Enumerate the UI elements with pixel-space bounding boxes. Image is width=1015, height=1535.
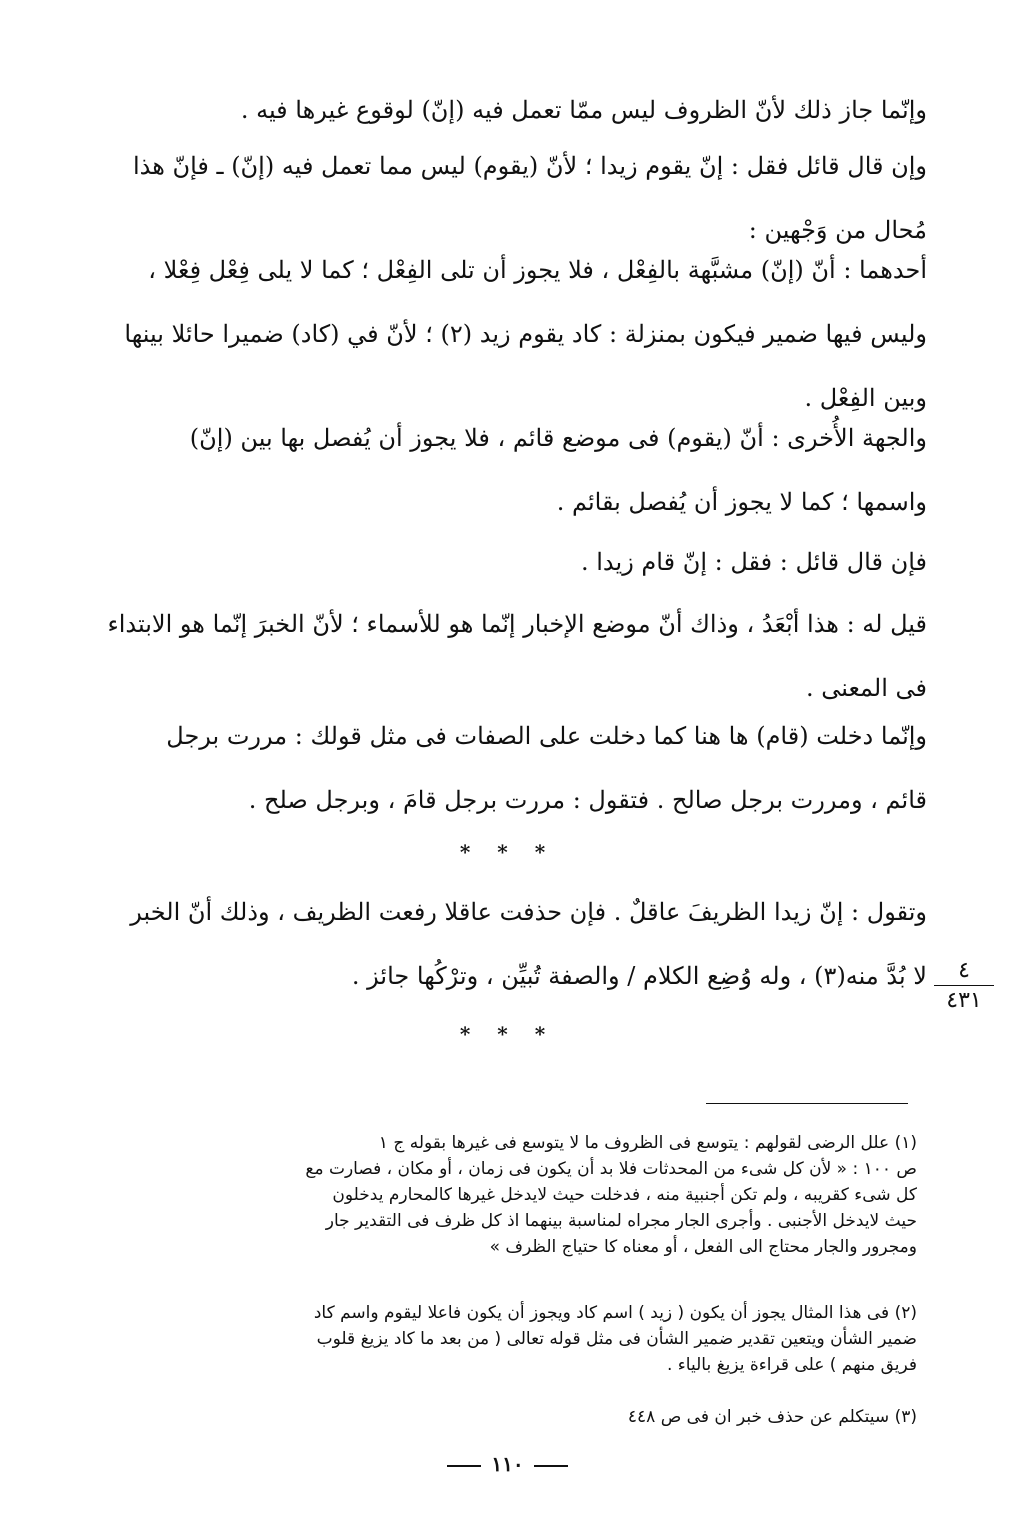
- text-line: فإن قال قائل : فقل : إنّ قام زيدا .: [581, 548, 927, 576]
- page-number-dash: [534, 1465, 568, 1467]
- footnote-line: (٣) سيتكلم عن حذف خبر ان فى ص ٤٤٨: [627, 1407, 917, 1427]
- paragraph-7: [70, 704, 927, 832]
- marginal-page-reference: [934, 958, 994, 1013]
- footnote-1: [66, 1130, 917, 1260]
- text-line: وإنّما دخلت (قام) ها هنا كما دخلت على الصفات فى مثل قولك : مررت برجل: [166, 722, 927, 750]
- text-line: أحدهما : أنّ (إنّ) مشبَّهة بالفِعْل ، فلا يجوز أن تلى الفِعْل ؛ كما لا يلى فِعْل فِعْلا ،: [148, 256, 927, 284]
- footnote-3: [66, 1404, 917, 1430]
- section-separator-2: * * *: [459, 1022, 556, 1046]
- paragraph-3: [70, 238, 927, 430]
- footnote-line: ضمير الشأن ويتعين تقدير ضمير الشأن فى مثل قوله تعالى ( من بعد ما كاد يزيغ قلوب: [316, 1329, 917, 1349]
- text-line: وإنّما جاز ذلك لأنّ الظروف ليس ممّا تعمل فيه (إنّ) لوقوع غيرها فيه .: [240, 96, 927, 124]
- paragraph-6: [70, 592, 927, 720]
- text-line: مُحال من وَجْهين :: [748, 216, 927, 244]
- paragraph-5: [70, 530, 927, 594]
- text-line: وإن قال قائل فقل : إنّ يقوم زيدا ؛ لأنّ (يقوم) ليس مما تعمل فيه (إنّ) ـ فإنّ هذا: [132, 152, 927, 180]
- footnote-rule: [706, 1103, 908, 1104]
- footnote-2: [66, 1300, 917, 1378]
- section-separator: * * *: [459, 840, 556, 864]
- footnote-line: كل شىء كقريبه ، ولم تكن أجنبية منه ، فدخلت حيث لايدخل غيرها كالمحارم يدخلون: [332, 1185, 917, 1205]
- page-number-text: ١١٠: [491, 1452, 524, 1476]
- text-line: وبين الفِعْل .: [804, 384, 927, 412]
- page-number: [0, 1452, 1015, 1476]
- text-line: وتقول : إنّ زيدا الظريفَ عاقلٌ . فإن حذفت عاقلا رفعت الظريف ، وذلك أنّ الخبر: [130, 898, 927, 926]
- text-line: واسمها ؛ كما لا يجوز أن يُفصل بقائم .: [556, 488, 927, 516]
- footnote-line: ص ١٠٠ : « لأن كل شىء من المحدثات فلا بد أن يكون فى زمان ، أو مكان ، فصارت مع: [305, 1159, 917, 1179]
- footnote-line: (٢) فى هذا المثال يجوز أن يكون ( زيد ) اسم كاد ويجوز أن يكون فاعلا ليقوم واسم كاد: [313, 1303, 917, 1323]
- footnote-line: حيث لايدخل الأجنبى . وأجرى الجار مجراه لمناسبة بينهما اذ كل ظرف فى التقدير جار: [325, 1211, 917, 1231]
- marginal-volume: ٤: [934, 958, 994, 986]
- paragraph-1: [70, 78, 927, 142]
- marginal-page: ٤٣١: [946, 988, 982, 1013]
- page-number-dash: [447, 1465, 481, 1467]
- footnote-line: فريق منهم ) على قراءة يزيغ بالياء .: [666, 1355, 917, 1375]
- footnote-line: ومجرور والجار محتاج الى الفعل ، أو معناه كا حتياج الظرف »: [489, 1237, 917, 1257]
- text-line: قائم ، ومررت برجل صالح . فتقول : مررت برجل قامَ ، وبرجل صلح .: [248, 786, 927, 814]
- text-line: وليس فيها ضمير فيكون بمنزلة : كاد يقوم زيد (٢) ؛ لأنّ في (كاد) ضميرا حائلا بينها: [124, 320, 927, 348]
- text-line: لا بُدَّ منه(٣) ، وله وُضِع الكلام / والصفة تُبيِّن ، وترْكُها جائز .: [351, 962, 927, 990]
- text-line: فى المعنى .: [805, 674, 927, 702]
- paragraph-4: [70, 406, 927, 534]
- footnote-line: (١) علل الرضى لقولهم : يتوسع فى الظروف ما لا يتوسع فى غيرها بقوله ج ١: [378, 1133, 917, 1153]
- text-line: والجهة الأُخرى : أنّ (يقوم) فى موضع قائم ، فلا يجوز أن يُفصل بها بين (إنّ): [189, 424, 927, 452]
- paragraph-8: [70, 880, 927, 1008]
- text-line: قيل له : هذا أبْعَدُ ، وذاك أنّ موضع الإخبار إنّما هو للأسماء ؛ لأنّ الخبرَ إنّما هو الابتداء: [107, 610, 927, 638]
